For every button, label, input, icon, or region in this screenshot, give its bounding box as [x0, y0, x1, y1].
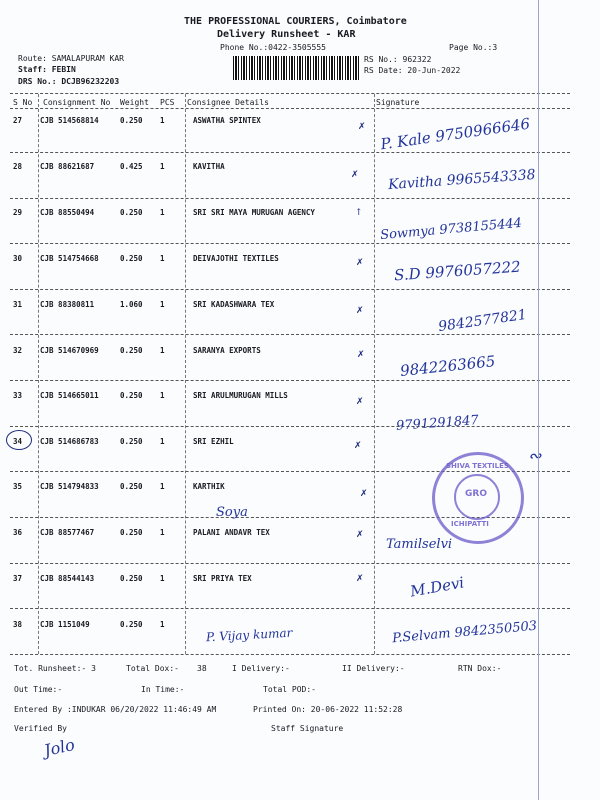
row-consignment: CJB 88621687	[40, 162, 95, 171]
col-consignment: Consignment No	[43, 98, 111, 107]
row-consignment: CJB 88550494	[40, 208, 95, 217]
tick-mark: ✗	[358, 122, 366, 132]
row-consignment: CJB 88544143	[40, 574, 95, 583]
row-sno: 29	[13, 208, 23, 217]
row-sno: 30	[13, 254, 23, 263]
row-rule	[10, 198, 570, 199]
row-rule	[10, 608, 570, 609]
row-pcs: 1	[160, 254, 165, 263]
circle-mark	[6, 430, 32, 450]
row-consignee: SRI EZHIL	[193, 437, 234, 446]
row-consignee: KARTHIK	[193, 482, 225, 491]
row-pcs: 1	[160, 574, 165, 583]
row-consignment: CJB 1151049	[40, 620, 90, 629]
row-pcs: 1	[160, 482, 165, 491]
table-top-rule	[10, 93, 570, 94]
row-consignment: CJB 514754668	[40, 254, 99, 263]
total-pod: Total POD:-	[263, 685, 316, 694]
tick-mark: ↑	[355, 208, 363, 218]
row-pcs: 1	[160, 300, 165, 309]
row-consignee: SRI SRI MAYA MURUGAN AGENCY	[193, 208, 315, 217]
row-pcs: 1	[160, 437, 165, 446]
seal-signature: ∾	[528, 446, 542, 465]
row-consignee: SRI ARULMURUGAN MILLS	[193, 391, 288, 400]
col-consignee: Consignee Details	[187, 98, 269, 107]
row-rule	[10, 380, 570, 381]
i-delivery: I Delivery:-	[232, 664, 290, 673]
handwritten-signature: S.D 9976057222	[393, 257, 522, 285]
row-pcs: 1	[160, 346, 165, 355]
handwritten-signature: P. Vijay kumar	[205, 625, 293, 645]
tick-mark: ✗	[356, 397, 364, 407]
row-consignment: CJB 88380811	[40, 300, 95, 309]
page-number: Page No.:3	[449, 43, 498, 52]
handwritten-signature: M.Devi	[408, 573, 466, 601]
row-consignee: DEIVAJOTHI TEXTILES	[193, 254, 279, 263]
handwritten-signature: 9842263665	[399, 352, 497, 380]
handwritten-signature: Kavitha 9965543338	[387, 166, 537, 194]
row-consignment: CJB 514665011	[40, 391, 99, 400]
row-consignee: SRI PRIYA TEX	[193, 574, 252, 583]
row-consignment: CJB 88577467	[40, 528, 95, 537]
row-weight: 0.250	[120, 116, 143, 125]
row-consignment: CJB 514686783	[40, 437, 99, 446]
table-bottom-rule	[10, 654, 570, 655]
rs-number: RS No.: 962322	[364, 55, 432, 64]
row-weight: 0.250	[120, 528, 143, 537]
row-sno: 28	[13, 162, 23, 171]
row-pcs: 1	[160, 162, 165, 171]
row-pcs: 1	[160, 116, 165, 125]
tick-mark: ✗	[360, 489, 368, 499]
row-consignment: CJB 514568814	[40, 116, 99, 125]
rtn-dox: RTN Dox:-	[458, 664, 502, 673]
runsheet-title: Delivery Runsheet - KAR	[217, 29, 356, 40]
row-pcs: 1	[160, 208, 165, 217]
row-weight: 0.250	[120, 437, 143, 446]
tick-mark: ✗	[351, 170, 359, 180]
row-consignee: SRI KADASHWARA TEX	[193, 300, 275, 309]
rs-date: RS Date: 20-Jun-2022	[364, 66, 461, 75]
col-signature: Signature	[376, 98, 420, 107]
tot-runsheet: Tot. Runsheet:- 3	[14, 664, 96, 673]
handwritten-signature: Tamilselvi	[386, 537, 453, 552]
row-weight: 0.425	[120, 162, 143, 171]
row-consignee: PALANI ANDAVR TEX	[193, 528, 270, 537]
row-weight: 1.060	[120, 300, 143, 309]
row-pcs: 1	[160, 391, 165, 400]
row-pcs: 1	[160, 620, 165, 629]
row-sno: 32	[13, 346, 23, 355]
out-time: Out Time:-	[14, 685, 63, 694]
row-rule	[10, 334, 570, 335]
verified-by: Verified By	[14, 724, 67, 733]
row-consignment: CJB 514794833	[40, 482, 99, 491]
handwritten-signature: Soya	[216, 505, 248, 520]
row-weight: 0.250	[120, 346, 143, 355]
tick-mark: ✗	[356, 574, 364, 584]
row-weight: 0.250	[120, 208, 143, 217]
staff-signature-label: Staff Signature	[271, 724, 344, 733]
tick-mark: ✗	[356, 258, 364, 268]
in-time: In Time:-	[141, 685, 185, 694]
col-pcs: PCS	[160, 98, 175, 107]
phone-number: Phone No.:0422-3505555	[220, 43, 326, 52]
row-sno: 27	[13, 116, 23, 125]
row-rule	[10, 563, 570, 564]
company-name: THE PROFESSIONAL COURIERS, Coimbatore	[184, 16, 407, 27]
row-weight: 0.250	[120, 482, 143, 491]
row-sno: 35	[13, 482, 23, 491]
handwritten-signature: 9842577821	[437, 306, 528, 336]
total-dox-value: 38	[197, 664, 207, 673]
row-sno: 37	[13, 574, 23, 583]
row-pcs: 1	[160, 528, 165, 537]
row-rule	[10, 426, 570, 427]
handwritten-signature: P. Kale 9750966646	[379, 114, 532, 154]
tick-mark: ✗	[356, 530, 364, 540]
row-weight: 0.250	[120, 254, 143, 263]
col-sno: S No	[13, 98, 33, 107]
tick-mark: ✗	[354, 441, 362, 451]
row-sno: 31	[13, 300, 23, 309]
row-consignment: CJB 514670969	[40, 346, 99, 355]
row-weight: 0.250	[120, 620, 143, 629]
seal-text-top: SHIVA TEXTILES	[446, 462, 509, 470]
row-weight: 0.250	[120, 574, 143, 583]
row-rule	[10, 289, 570, 290]
barcode	[233, 56, 361, 80]
seal-text-center: GRO	[465, 489, 487, 499]
row-sno: 33	[13, 391, 23, 400]
entered-by: Entered By :INDUKAR 06/20/2022 11:46:49 AM	[14, 705, 217, 714]
row-consignee: ASWATHA SPINTEX	[193, 116, 261, 125]
row-rule	[10, 243, 570, 244]
row-sno: 38	[13, 620, 23, 629]
row-consignee: KAVITHA	[193, 162, 225, 171]
row-sno: 36	[13, 528, 23, 537]
handwritten-signature: Sowmya 9738155444	[379, 215, 523, 244]
ii-delivery: II Delivery:-	[342, 664, 405, 673]
tick-mark: ✗	[357, 350, 365, 360]
route: Route: SAMALAPURAM KAR	[18, 54, 124, 63]
page-edge	[538, 0, 539, 800]
printed-on: Printed On: 20-06-2022 11:52:28	[253, 705, 403, 714]
row-sno: 34	[13, 437, 23, 446]
handwritten-signature: P.Selvam 9842350503	[391, 618, 538, 647]
drs-number: DRS No.: DCJB96232203	[18, 77, 120, 86]
verified-signature: Jolo	[42, 735, 77, 760]
header-rule	[10, 108, 570, 109]
table-row	[10, 571, 570, 616]
row-weight: 0.250	[120, 391, 143, 400]
handwritten-signature: 9791291847	[395, 413, 480, 434]
seal-text-bottom: ICHIPATTI	[451, 520, 489, 528]
row-rule	[10, 152, 570, 153]
col-weight: Weight	[120, 98, 149, 107]
row-consignee: SARANYA EXPORTS	[193, 346, 261, 355]
total-dox-label: Total Dox:-	[126, 664, 179, 673]
staff-name: Staff: FEBIN	[18, 65, 76, 74]
tick-mark: ✗	[356, 306, 364, 316]
